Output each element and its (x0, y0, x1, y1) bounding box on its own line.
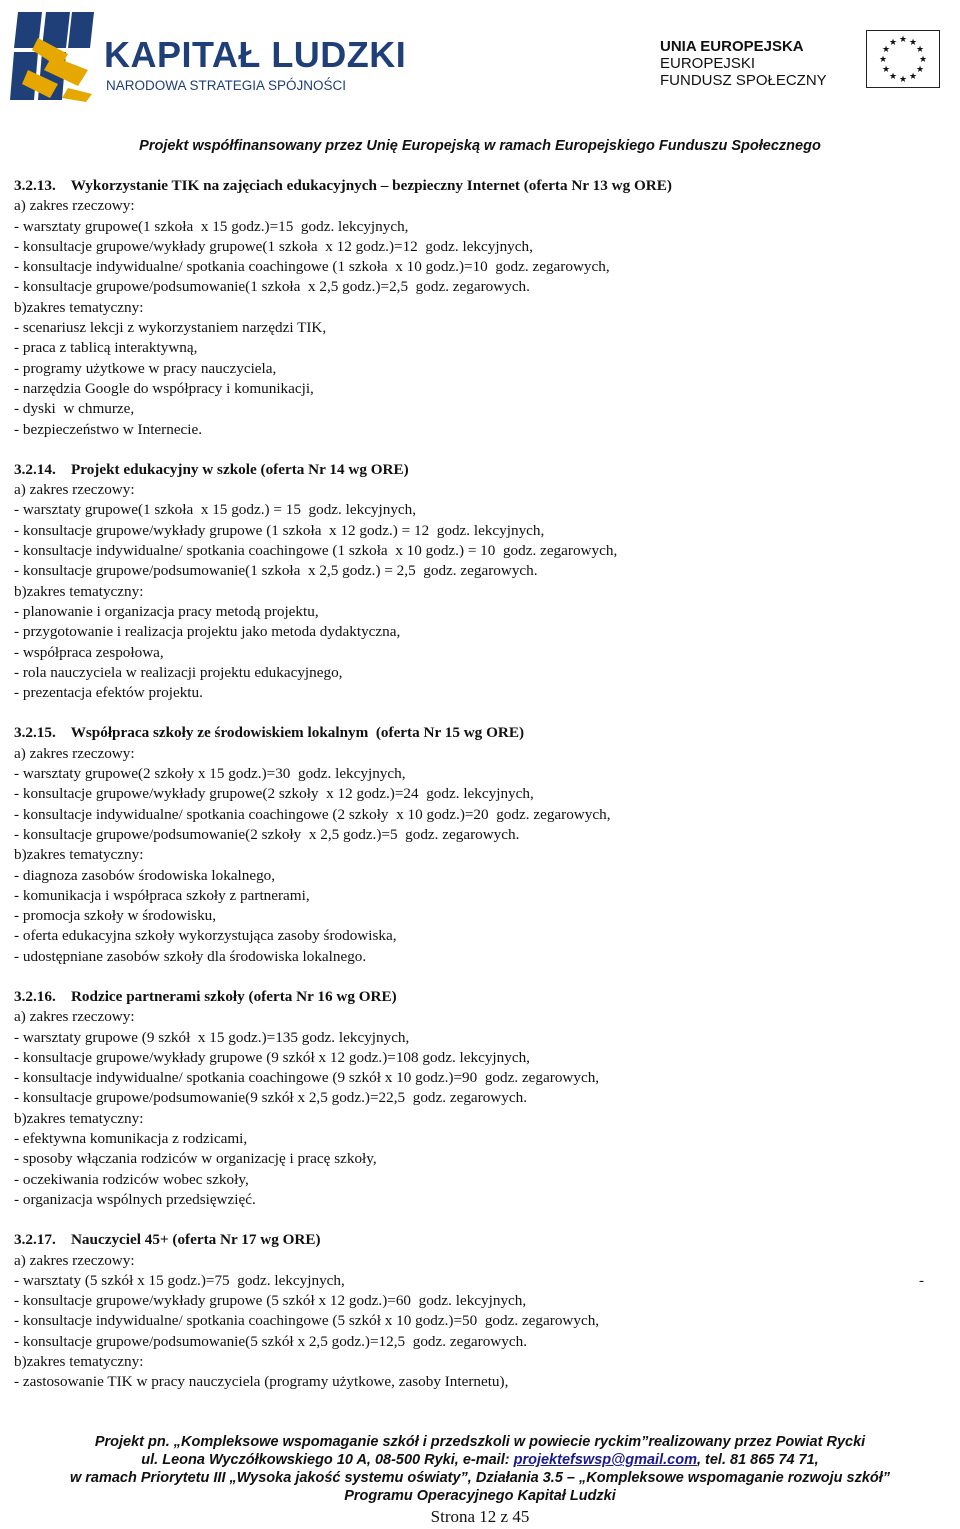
svg-text:★: ★ (881, 65, 891, 75)
footer-line-4: Programu Operacyjnego Kapitał Ludzki (344, 1488, 616, 1504)
scope-material-label: a) zakres rzeczowy: (14, 1251, 135, 1269)
svg-text:★: ★ (908, 38, 918, 48)
scope-material-item: - konsultacje grupowe/wykłady grupowe(2 szkoły x 12 godz.)=24 godz. lekcyjnych, (14, 785, 534, 803)
scope-topics-item: - praca z tablicą interaktywną, (14, 339, 198, 357)
scope-topics-label: b)zakres tematyczny: (14, 846, 144, 864)
scope-topics-label: b)zakres tematyczny: (14, 582, 144, 600)
scope-material-item: - konsultacje indywidualne/ spotkania coachingowe (2 szkoły x 10 godz.)=20 godz. zegarowych, (14, 805, 611, 823)
scope-topics-item: - dyski w chmurze, (14, 400, 135, 418)
svg-text:★: ★ (881, 45, 891, 55)
scope-material-item: - konsultacje indywidualne/ spotkania coachingowe (1 szkoła x 10 godz.) = 10 godz. zegarowych, (14, 542, 618, 560)
section-title-text: Rodzice partnerami szkoły (oferta Nr 16 wg ORE) (70, 987, 397, 1005)
scope-topics-item: - scenariusz lekcji z wykorzystaniem narzędzi TIK, (14, 319, 327, 337)
kapital-ludzki-logo-icon (8, 8, 98, 104)
footer-line-2 (0, 1451, 960, 1469)
section-title-text: Projekt edukacyjny w szkole (oferta Nr 14 wg ORE) (70, 460, 409, 478)
scope-material-item: - warsztaty grupowe(1 szkoła x 15 godz.) = 15 godz. lekcyjnych, (14, 501, 417, 519)
section-title (14, 1230, 944, 1250)
scope-topics-item: - oczekiwania rodziców wobec szkoły, (14, 1170, 249, 1188)
scope-topics-item: - komunikacja i współpraca szkoły z partnerami, (14, 886, 310, 904)
scope-material-item: - warsztaty grupowe(1 szkoła x 15 godz.)=15 godz. lekcyjnych, (14, 217, 409, 235)
scope-material-item: - warsztaty grupowe(2 szkoły x 15 godz.)=30 godz. lekcyjnych, (14, 765, 406, 783)
scope-material-item: - konsultacje grupowe/podsumowanie(1 szkoła x 2,5 godz.) = 2,5 godz. zegarowych. (14, 562, 538, 580)
document-body (14, 176, 944, 1393)
scope-topics-item: - przygotowanie i realizacja projektu jako metoda dydaktyczna, (14, 623, 401, 641)
page-label: Strona (430, 1507, 476, 1526)
footer-phone: , tel. 81 865 74 71, (696, 1452, 819, 1468)
scope-material-item: - konsultacje indywidualne/ spotkania coachingowe (1 szkoła x 10 godz.)=10 godz. zegarowych, (14, 258, 610, 276)
footer-email-link[interactable]: projektefswsp@gmail.com (513, 1452, 697, 1468)
eu-label-line3: FUNDUSZ SPOŁECZNY (660, 72, 827, 89)
footer-line-3: w ramach Priorytetu III „Wysoka jakość systemu oświaty”, Działania 3.5 – „Kompleksowe wspomaganie rozwoju szkół” (69, 1470, 891, 1486)
scope-topics-item: - promocja szkoły w środowisku, (14, 907, 217, 925)
scope-topics-item: - sposoby włączania rodziców w organizację i pracę szkoły, (14, 1150, 377, 1168)
page-footer (0, 1433, 960, 1505)
section-title-text: Nauczyciel 45+ (oferta Nr 17 wg ORE) (70, 1231, 321, 1249)
section-number: 3.2.14. (14, 460, 56, 478)
scope-topics-label: b)zakres tematyczny: (14, 298, 144, 316)
eu-flag-icon (866, 30, 940, 88)
scope-topics-item: - zastosowanie TIK w pracy nauczyciela (programy użytkowe, zasoby Internetu), (14, 1373, 509, 1391)
scope-material-item: - konsultacje grupowe/podsumowanie(1 szkoła x 2,5 godz.)=2,5 godz. zegarowych. (14, 278, 530, 296)
section-3-2-15 (14, 723, 944, 967)
svg-text:★: ★ (915, 65, 925, 75)
scope-topics-item: - prezentacja efektów projektu. (14, 684, 203, 702)
svg-text:★: ★ (918, 55, 928, 65)
scope-topics-label: b)zakres tematyczny: (14, 1353, 144, 1371)
footer-line-1: Projekt pn. „Kompleksowe wspomaganie szkół i przedszkoli w powiecie ryckim”realizowany przez Powiat Rycki (94, 1434, 866, 1450)
svg-text:★: ★ (898, 75, 908, 85)
scope-material-item: - konsultacje indywidualne/ spotkania coachingowe (5 szkół x 10 godz.)=50 godz. zegarowych, (14, 1312, 600, 1330)
scope-topics-item: - bezpieczeństwo w Internecie. (14, 420, 203, 438)
scope-material-label: a) zakres rzeczowy: (14, 197, 135, 215)
footer-address: ul. Leona Wyczółkowskiego 10 A, 08-500 Ryki, e-mail: (141, 1452, 514, 1468)
svg-text:★: ★ (908, 72, 918, 82)
page-header (0, 0, 960, 154)
section-3-2-17 (14, 1230, 944, 1392)
scope-topics-item: - rola nauczyciela w realizacji projektu edukacyjnego, (14, 663, 343, 681)
scope-material-label: a) zakres rzeczowy: (14, 481, 135, 499)
scope-topics-item: - organizacja wspólnych przedsięwzięć. (14, 1190, 256, 1208)
section-title (14, 723, 944, 743)
svg-text:★: ★ (888, 38, 898, 48)
section-title (14, 987, 944, 1007)
svg-text:★: ★ (878, 55, 888, 65)
section-number: 3.2.13. (14, 177, 56, 194)
page-current: 12 (479, 1507, 497, 1526)
svg-text:★: ★ (898, 35, 908, 45)
trailing-dash: - (918, 1271, 924, 1289)
section-gap (14, 967, 944, 987)
scope-material-item: - konsultacje grupowe/wykłady grupowe (5 szkół x 12 godz.)=60 godz. lekcyjnych, (14, 1292, 527, 1310)
scope-material-item: - konsultacje grupowe/wykłady grupowe (1 szkoła x 12 godz.) = 12 godz. lekcyjnych, (14, 521, 545, 539)
section-gap (14, 703, 944, 723)
page-number (0, 1507, 960, 1527)
section-3-2-16 (14, 987, 944, 1210)
scope-topics-item: - współpraca zespołowa, (14, 643, 164, 661)
scope-material-label: a) zakres rzeczowy: (14, 744, 135, 762)
scope-material-item: - konsultacje indywidualne/ spotkania coachingowe (9 szkół x 10 godz.)=90 godz. zegarowych, (14, 1069, 600, 1087)
section-gap (14, 1210, 944, 1230)
section-title-text: Wykorzystanie TIK na zajęciach edukacyjnych – bezpieczny Internet (oferta Nr 13 wg ORE) (70, 177, 672, 194)
section-title (14, 460, 944, 480)
section-title-text: Współpraca szkoły ze środowiskiem lokalnym (oferta Nr 15 wg ORE) (70, 724, 525, 742)
scope-material-item: - konsultacje grupowe/podsumowanie(9 szkół x 2,5 godz.)=22,5 godz. zegarowych. (14, 1089, 528, 1107)
kapital-ludzki-subtitle: NARODOWA STRATEGIA SPÓJNOŚCI (106, 78, 347, 93)
scope-material-label: a) zakres rzeczowy: (14, 1008, 135, 1026)
section-3-2-14 (14, 460, 944, 704)
scope-topics-item: - diagnoza zasobów środowiska lokalnego, (14, 866, 276, 884)
section-number: 3.2.16. (14, 987, 56, 1005)
scope-topics-item: - udostępniane zasobów szkoły dla środowiska lokalnego. (14, 947, 367, 965)
scope-material-item: - warsztaty (5 szkół x 15 godz.)=75 godz. lekcyjnych, (14, 1271, 345, 1289)
scope-topics-item: - planowanie i organizacja pracy metodą projektu, (14, 602, 319, 620)
svg-text:★: ★ (888, 72, 898, 82)
eu-label-line1: UNIA EUROPEJSKA (660, 38, 804, 55)
cofinancing-note: Projekt współfinansowany przez Unię Europejską w ramach Europejskiego Funduszu Społecznego (139, 138, 821, 154)
page-total: 45 (512, 1507, 530, 1526)
section-number: 3.2.15. (14, 724, 56, 742)
scope-topics-item: - narzędzia Google do współpracy i komunikacji, (14, 379, 314, 397)
eu-label-line2: EUROPEJSKI (660, 55, 756, 72)
scope-material-item: - konsultacje grupowe/wykłady grupowe (9 szkół x 12 godz.)=108 godz. lekcyjnych, (14, 1048, 530, 1066)
scope-topics-item: - oferta edukacyjna szkoły wykorzystująca zasoby środowiska, (14, 927, 397, 945)
section-number: 3.2.17. (14, 1231, 56, 1249)
kapital-ludzki-title: KAPITAŁ LUDZKI (104, 34, 407, 75)
section-gap (14, 440, 944, 460)
scope-material-item: - konsultacje grupowe/podsumowanie(2 szkoły x 2,5 godz.)=5 godz. zegarowych. (14, 825, 520, 843)
scope-material-item: - konsultacje grupowe/podsumowanie(5 szkół x 2,5 godz.)=12,5 godz. zegarowych. (14, 1332, 528, 1350)
section-title (14, 176, 944, 196)
eu-label (660, 38, 827, 89)
scope-topics-item: - efektywna komunikacja z rodzicami, (14, 1130, 248, 1148)
scope-topics-item: - programy użytkowe w pracy nauczyciela, (14, 359, 277, 377)
scope-topics-label: b)zakres tematyczny: (14, 1109, 144, 1127)
scope-material-item: - warsztaty grupowe (9 szkół x 15 godz.)=135 godz. lekcyjnych, (14, 1028, 410, 1046)
scope-material-item: - konsultacje grupowe/wykłady grupowe(1 szkoła x 12 godz.)=12 godz. lekcyjnych, (14, 237, 533, 255)
scope-material-item-row (14, 1271, 944, 1291)
page-of: z (500, 1507, 509, 1526)
svg-text:★: ★ (915, 45, 925, 55)
section-3-2-13 (14, 176, 944, 440)
